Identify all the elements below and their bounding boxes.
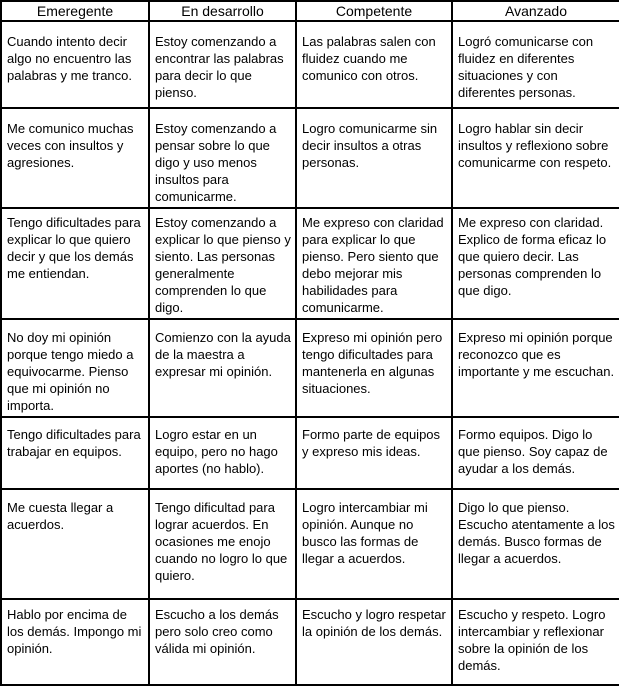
- table-cell: Formo parte de equipos y expreso mis ideas.: [296, 417, 452, 489]
- table-cell: Me cuesta llegar a acuerdos.: [1, 489, 149, 599]
- table-row: [1, 489, 619, 599]
- table-row: [1, 21, 619, 108]
- header-row: [1, 1, 619, 21]
- table-cell: Tengo dificultad para lograr acuerdos. En ocasiones me enojo cuando no logro lo que quiero.: [149, 489, 296, 599]
- header-competente: Competente: [296, 1, 452, 21]
- table-cell: Las palabras salen con fluidez cuando me comunico con otros.: [296, 21, 452, 108]
- table-cell: Tengo dificultades para explicar lo que quiero decir y que los demás me entiendan.: [1, 208, 149, 319]
- table-row: [1, 417, 619, 489]
- table-cell: Formo equipos. Digo lo que pienso. Soy capaz de ayudar a los demás.: [452, 417, 619, 489]
- table-row: [1, 208, 619, 319]
- table-cell: Digo lo que pienso. Escucho atentamente a los demás. Busco formas de llegar a acuerdos.: [452, 489, 619, 599]
- table-cell: Logro intercambiar mi opinión. Aunque no busco las formas de llegar a acuerdos.: [296, 489, 452, 599]
- header-en-desarrollo: En desarrollo: [149, 1, 296, 21]
- table-cell: Logro comunicarme sin decir insultos a otras personas.: [296, 108, 452, 208]
- table-row: [1, 599, 619, 685]
- table-cell: Logró comunicarse con fluidez en diferentes situaciones y con diferentes personas.: [452, 21, 619, 108]
- table-cell: Me expreso con claridad para explicar lo que pienso. Pero siento que debo mejorar mis habilidades para comunicarme.: [296, 208, 452, 319]
- header-emergente: Emeregente: [1, 1, 149, 21]
- table-row: [1, 108, 619, 208]
- table-cell: Escucho y logro respetar la opinión de los demás.: [296, 599, 452, 685]
- table-cell: Tengo dificultades para trabajar en equipos.: [1, 417, 149, 489]
- table-cell: No doy mi opinión porque tengo miedo a equivocarme. Pienso que mi opinión no importa.: [1, 319, 149, 417]
- table-cell: Hablo por encima de los demás. Impongo mi opinión.: [1, 599, 149, 685]
- table-cell: Expreso mi opinión porque reconozco que es importante y me escuchan.: [452, 319, 619, 417]
- table-cell: Estoy comenzando a explicar lo que pienso y siento. Las personas generalmente comprenden lo que digo.: [149, 208, 296, 319]
- table-cell: Estoy comenzando a encontrar las palabras para decir lo que pienso.: [149, 21, 296, 108]
- table-cell: Cuando intento decir algo no encuentro las palabras y me tranco.: [1, 21, 149, 108]
- table-cell: Expreso mi opinión pero tengo dificultades para mantenerla en algunas situaciones.: [296, 319, 452, 417]
- table-cell: Logro hablar sin decir insultos y reflexiono sobre comunicarme con respeto.: [452, 108, 619, 208]
- table-cell: Escucho a los demás pero solo creo como válida mi opinión.: [149, 599, 296, 685]
- header-avanzado: Avanzado: [452, 1, 619, 21]
- table-cell: Logro estar en un equipo, pero no hago aportes (no hablo).: [149, 417, 296, 489]
- table-cell: Estoy comenzando a pensar sobre lo que digo y uso menos insultos para comunicarme.: [149, 108, 296, 208]
- table-cell: Me comunico muchas veces con insultos y agresiones.: [1, 108, 149, 208]
- table-row: [1, 319, 619, 417]
- table-cell: Escucho y respeto. Logro intercambiar y reflexionar sobre la opinión de los demás.: [452, 599, 619, 685]
- table-cell: Me expreso con claridad. Explico de forma eficaz lo que quiero decir. Las personas comprenden lo que digo.: [452, 208, 619, 319]
- table-cell: Comienzo con la ayuda de la maestra a expresar mi opinión.: [149, 319, 296, 417]
